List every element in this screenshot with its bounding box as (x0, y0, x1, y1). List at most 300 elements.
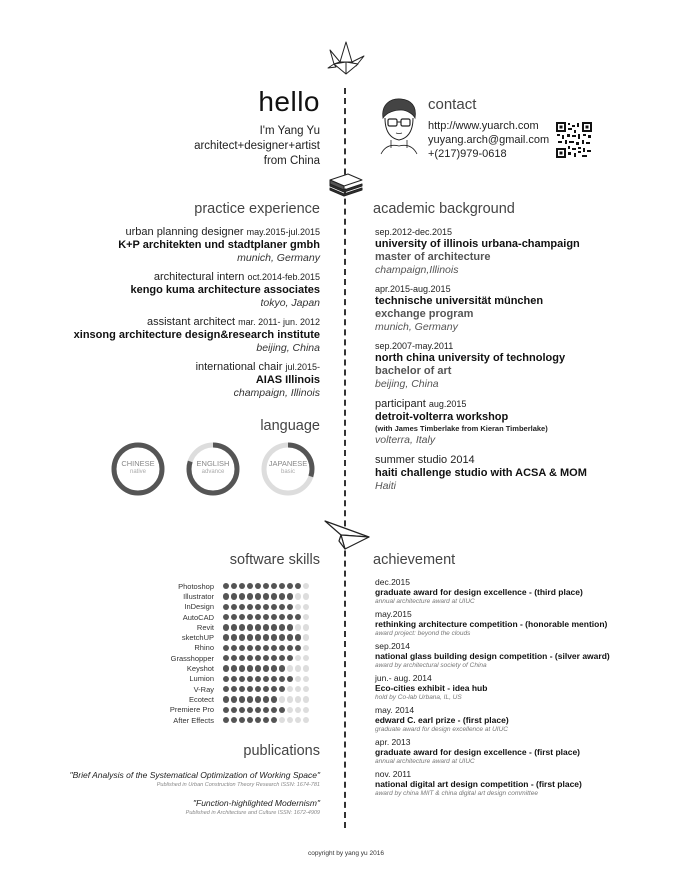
skill-dot-filled (247, 593, 253, 599)
skill-dot-empty (303, 676, 309, 682)
skill-dot-empty (303, 604, 309, 610)
skill-dot-empty (295, 593, 301, 599)
skill-dot-filled (239, 717, 245, 723)
achievement-title: national glass building design competition - (silver award) (375, 651, 610, 661)
skill-name: Rhino (194, 643, 214, 653)
skill-level-dots (223, 614, 309, 620)
publication-item (40, 770, 320, 789)
language-name: JAPANESE (268, 459, 308, 468)
skill-dot-filled (255, 717, 261, 723)
skill-dot-filled (231, 583, 237, 589)
edu-location: munich, Germany (375, 321, 458, 333)
job-item (20, 361, 320, 400)
skill-dot-filled (263, 583, 269, 589)
skill-dot-filled (255, 645, 261, 651)
skill-name: Keyshot (186, 664, 214, 674)
skill-level-dots (223, 696, 309, 702)
hello-title: hello (258, 86, 320, 117)
edu-location: champaign,Illinois (375, 264, 459, 276)
skill-dot-filled (231, 645, 237, 651)
skill-dot-filled (263, 717, 269, 723)
achievement-date: jun.- aug. 2014 (375, 673, 432, 683)
skill-dot-empty (303, 696, 309, 702)
achievement-desc: award by architectural society of China (375, 662, 487, 669)
skill-dot-filled (295, 614, 301, 620)
skill-dot-filled (287, 593, 293, 599)
skill-name: InDesign (184, 602, 214, 612)
achievement-item (375, 769, 685, 798)
language-ring (260, 441, 316, 497)
skill-level-dots (223, 655, 309, 661)
job-date: jul.2015- (285, 362, 320, 372)
skill-name: Lumion (189, 674, 214, 684)
skills-heading: software skills (229, 552, 320, 568)
skill-dot-filled (247, 717, 253, 723)
skill-dot-empty (279, 717, 285, 723)
skill-dot-filled (263, 655, 269, 661)
skill-dot-filled (287, 634, 293, 640)
skill-dot-empty (295, 676, 301, 682)
skill-level-dots (223, 686, 309, 692)
publication-item (40, 798, 320, 817)
workshop-location: volterra, Italy (375, 434, 436, 446)
skill-dot-empty (303, 634, 309, 640)
skill-dot-filled (271, 717, 277, 723)
workshop-item (375, 398, 675, 447)
practice-list (20, 226, 320, 406)
skill-level-dots (223, 665, 309, 671)
achievement-title: edward C. earl prize - (first place) (375, 715, 509, 725)
skill-dot-filled (239, 614, 245, 620)
skill-dot-filled (231, 717, 237, 723)
skill-dot-filled (231, 634, 237, 640)
language-level: advance (201, 469, 225, 475)
skill-dot-filled (247, 624, 253, 630)
skill-dot-empty (295, 707, 301, 713)
skill-dot-filled (287, 676, 293, 682)
skill-dot-filled (231, 696, 237, 702)
skill-dot-filled (295, 645, 301, 651)
skill-dot-filled (279, 665, 285, 671)
skill-dot-filled (263, 696, 269, 702)
skill-row (150, 674, 325, 684)
skill-level-dots (223, 593, 309, 599)
achievement-title: rethinking architecture competition - (honorable mention) (375, 619, 608, 629)
studio-item (375, 454, 675, 493)
intro-name: I'm Yang Yu (259, 125, 320, 137)
job-item (20, 226, 320, 265)
skill-dot-filled (247, 707, 253, 713)
skill-dot-filled (255, 593, 261, 599)
skill-dot-filled (279, 645, 285, 651)
skill-dot-filled (271, 676, 277, 682)
skill-dot-filled (263, 624, 269, 630)
skill-dot-filled (263, 634, 269, 640)
job-role: international chair (195, 361, 283, 373)
skill-dot-filled (287, 614, 293, 620)
skill-dot-filled (271, 593, 277, 599)
achievement-item (375, 737, 685, 766)
job-role-line (20, 316, 320, 329)
skill-dot-filled (223, 696, 229, 702)
skill-dot-filled (223, 707, 229, 713)
skill-dot-filled (247, 645, 253, 651)
skill-dot-filled (279, 593, 285, 599)
achievement-item (375, 577, 685, 606)
job-role: architectural intern (153, 271, 245, 283)
skill-dot-filled (223, 665, 229, 671)
achievement-desc: award project: beyond the clouds (375, 630, 471, 637)
language-heading: language (260, 418, 320, 434)
skill-dot-filled (223, 634, 229, 640)
intro-block (194, 86, 320, 169)
skill-dot-filled (279, 604, 285, 610)
skill-row (150, 622, 325, 632)
job-date: may.2015-jul.2015 (246, 227, 320, 237)
education-item (375, 284, 675, 334)
achievement-title: graduate award for design excellence - (first place) (375, 747, 581, 757)
skill-dot-filled (279, 614, 285, 620)
studio-date: 2014 (450, 454, 475, 466)
skill-dot-filled (247, 604, 253, 610)
paper-stack-icon (326, 170, 366, 200)
language-name: ENGLISH (196, 459, 230, 468)
skill-dot-filled (271, 696, 277, 702)
contact-heading: contact (428, 96, 477, 113)
edu-degree: exchange program (375, 308, 474, 320)
achievement-desc: annual architecture award at UIUC (375, 758, 475, 765)
skill-dot-filled (263, 593, 269, 599)
origami-crane-icon (326, 40, 366, 76)
publications-heading: publications (243, 743, 320, 759)
skill-name: V-Ray (193, 684, 214, 694)
skill-name: Photoshop (178, 581, 214, 591)
job-location: tokyo, Japan (260, 297, 320, 309)
workshop-note: (with James Timberlake from Kieran Timberlake) (375, 424, 548, 433)
skill-dot-filled (223, 614, 229, 620)
education-item (375, 227, 675, 277)
skill-dot-filled (263, 645, 269, 651)
skill-dot-filled (255, 686, 261, 692)
publication-list (40, 770, 320, 826)
skill-dot-filled (239, 676, 245, 682)
edu-date: sep.2012-dec.2015 (375, 227, 453, 237)
skill-dot-filled (287, 645, 293, 651)
skill-dot-filled (247, 655, 253, 661)
skill-dot-filled (239, 624, 245, 630)
language-name: CHINESE (121, 459, 155, 468)
skill-dot-filled (255, 665, 261, 671)
skill-level-dots (223, 634, 309, 640)
skill-dot-filled (279, 686, 285, 692)
skill-dot-filled (271, 665, 277, 671)
publication-source: Published in Urban Construction Theory Research ISSN: 1674-781 (156, 782, 320, 788)
achievement-date: nov. 2011 (375, 769, 412, 779)
skill-dot-empty (303, 665, 309, 671)
skill-dot-filled (287, 583, 293, 589)
skill-dot-filled (247, 696, 253, 702)
job-date: oct.2014-feb.2015 (247, 272, 320, 282)
job-location: beijing, China (256, 342, 320, 354)
skill-dot-filled (231, 707, 237, 713)
skill-dot-filled (231, 655, 237, 661)
language-level: native (129, 469, 146, 475)
achievement-desc: award by china MIIT & china digital art design committee (375, 790, 538, 797)
edu-degree: bachelor of art (375, 365, 452, 377)
skill-dot-filled (239, 604, 245, 610)
job-org: K+P architekten und stadtplaner gmbh (118, 239, 320, 251)
skill-row (150, 684, 325, 694)
skill-dot-filled (231, 686, 237, 692)
skill-dot-filled (247, 634, 253, 640)
skill-dot-filled (239, 686, 245, 692)
skill-dot-filled (223, 593, 229, 599)
workshop-role: participant (375, 398, 426, 410)
skill-dot-empty (295, 696, 301, 702)
skill-dot-filled (223, 655, 229, 661)
job-org: xinsong architecture design&research institute (73, 329, 320, 341)
edu-degree: master of architecture (375, 251, 491, 263)
skill-dot-empty (295, 686, 301, 692)
skill-row (150, 653, 325, 663)
skill-row (150, 632, 325, 642)
skill-dot-filled (271, 707, 277, 713)
achievement-desc: graduate award for design excellence at UIUC (375, 726, 508, 733)
skill-dot-empty (295, 624, 301, 630)
publication-source: Published in Architecture and Culture ISSN: 1672-4909 (185, 810, 320, 816)
language-level: basic (280, 469, 295, 475)
achievement-desc: hold by Co-lab Urbana, IL, US (375, 694, 462, 701)
language-ring (110, 441, 166, 497)
achievement-title: graduate award for design excellence - (third place) (375, 587, 583, 597)
edu-date: sep.2007-may.2011 (375, 341, 454, 351)
skill-dot-empty (287, 696, 293, 702)
skill-row (150, 612, 325, 622)
skill-dot-filled (231, 604, 237, 610)
skill-dot-filled (239, 696, 245, 702)
workshop-date: aug.2015 (428, 399, 467, 409)
skill-level-dots (223, 624, 309, 630)
workshop-title: detroit-volterra workshop (375, 411, 509, 423)
skill-name: AutoCAD (182, 612, 214, 622)
edu-date: apr.2015-aug.2015 (375, 284, 451, 294)
skill-dot-filled (271, 604, 277, 610)
skill-dot-filled (231, 676, 237, 682)
skill-dot-filled (271, 655, 277, 661)
achievement-title: Eco-cities exhibit - idea hub (375, 683, 488, 693)
skill-row (150, 643, 325, 653)
skills-list (150, 581, 325, 725)
skill-level-dots (223, 707, 309, 713)
studio-title: haiti challenge studio with ACSA & MOM (375, 467, 587, 479)
skill-dot-empty (295, 717, 301, 723)
skill-name: Revit (196, 622, 214, 632)
skill-dot-filled (223, 686, 229, 692)
intro-profession: architect+designer+artist (194, 140, 320, 152)
language-ring (185, 441, 241, 497)
skill-level-dots (223, 717, 309, 723)
skill-name: Grasshopper (170, 653, 214, 663)
website-link[interactable]: http://www.yuarch.com (428, 120, 539, 132)
skill-level-dots (223, 583, 309, 589)
achievement-date: sep.2014 (375, 641, 410, 651)
achievement-title: national digital art design competition - (first place) (375, 779, 582, 789)
studio-role: summer studio (375, 454, 448, 466)
skill-dot-empty (303, 655, 309, 661)
practice-heading: practice experience (194, 201, 320, 217)
skill-dot-filled (279, 624, 285, 630)
skill-dot-empty (303, 614, 309, 620)
achievement-item (375, 673, 685, 702)
job-role-line (20, 361, 320, 374)
skill-dot-empty (303, 645, 309, 651)
skill-dot-filled (295, 583, 301, 589)
skill-dot-filled (263, 665, 269, 671)
job-role: assistant architect (147, 316, 236, 328)
edu-school: north china university of technology (375, 352, 566, 364)
skill-dot-filled (271, 614, 277, 620)
skill-dot-empty (295, 655, 301, 661)
skill-dot-filled (287, 655, 293, 661)
skill-row (150, 663, 325, 673)
skill-dot-filled (279, 634, 285, 640)
job-org: kengo kuma architecture associates (130, 284, 320, 296)
skill-level-dots (223, 604, 309, 610)
skill-dot-filled (231, 624, 237, 630)
skill-name: Ecotect (188, 694, 214, 704)
skill-dot-filled (263, 686, 269, 692)
skill-dot-filled (271, 686, 277, 692)
achievement-item (375, 641, 685, 670)
skill-dot-filled (279, 707, 285, 713)
achievement-desc: annual architecture award at UIUC (375, 598, 475, 605)
email-link[interactable]: yuyang.arch@gmail.com (428, 134, 550, 146)
skill-dot-filled (247, 665, 253, 671)
job-role-line (20, 226, 320, 239)
skill-dot-filled (279, 676, 285, 682)
skill-dot-filled (263, 604, 269, 610)
skill-row (150, 602, 325, 612)
skill-dot-filled (279, 655, 285, 661)
skill-dot-empty (303, 624, 309, 630)
job-location: champaign, Illinois (233, 387, 320, 399)
skill-dot-filled (271, 645, 277, 651)
academic-list (375, 227, 675, 500)
job-date: mar. 2011- jun. 2012 (238, 317, 320, 327)
job-role-line (20, 271, 320, 284)
studio-location: Haiti (375, 480, 397, 492)
skill-name: Premiere Pro (169, 705, 214, 715)
skill-dot-empty (303, 593, 309, 599)
skill-name: sketchUP (181, 633, 214, 643)
skill-dot-filled (263, 707, 269, 713)
skill-dot-filled (287, 624, 293, 630)
skill-dot-filled (263, 676, 269, 682)
education-item (375, 341, 675, 391)
contact-details (428, 119, 549, 161)
skill-dot-filled (239, 634, 245, 640)
skill-dot-filled (255, 624, 261, 630)
skill-dot-filled (271, 634, 277, 640)
job-role: urban planning designer (125, 226, 244, 238)
job-org: AIAS Illinois (255, 374, 320, 386)
edu-school: technische universität münchen (375, 295, 544, 307)
skill-dot-filled (239, 655, 245, 661)
skill-row (150, 694, 325, 704)
skill-dot-filled (255, 707, 261, 713)
skill-dot-filled (223, 604, 229, 610)
portrait-icon (377, 96, 421, 156)
skill-dot-empty (295, 665, 301, 671)
skill-dot-filled (231, 614, 237, 620)
intro-origin: from China (263, 155, 320, 167)
qr-code-icon (556, 122, 592, 158)
skill-dot-filled (255, 676, 261, 682)
skill-row (150, 715, 325, 725)
phone-number: +(217)979-0618 (428, 148, 507, 160)
skill-dot-filled (247, 676, 253, 682)
skill-dot-empty (303, 583, 309, 589)
skill-dot-filled (255, 634, 261, 640)
skill-dot-filled (239, 593, 245, 599)
achievement-date: apr. 2013 (375, 737, 411, 747)
skill-dot-filled (271, 583, 277, 589)
paper-plane-icon (323, 515, 371, 551)
skill-dot-empty (303, 707, 309, 713)
publication-title: "Function-highlighted Modernism" (193, 798, 320, 808)
studio-role-line (375, 454, 675, 467)
achievement-heading: achievement (373, 552, 456, 568)
skill-dot-empty (287, 665, 293, 671)
skill-dot-filled (223, 676, 229, 682)
skill-row (150, 581, 325, 591)
academic-heading: academic background (373, 201, 515, 217)
skill-dot-filled (255, 696, 261, 702)
achievement-item (375, 705, 685, 734)
skill-dot-filled (255, 583, 261, 589)
edu-school: university of illinois urbana-champaign (375, 238, 580, 250)
achievement-date: may. 2014 (375, 705, 415, 715)
skill-dot-filled (263, 614, 269, 620)
skill-dot-filled (279, 583, 285, 589)
skill-dot-empty (287, 717, 293, 723)
achievement-list (375, 577, 685, 801)
skill-dot-filled (271, 624, 277, 630)
skill-dot-empty (295, 604, 301, 610)
skill-dot-empty (287, 686, 293, 692)
achievement-date: may.2015 (375, 609, 412, 619)
skill-dot-empty (303, 717, 309, 723)
skill-dot-empty (303, 686, 309, 692)
skill-dot-filled (255, 604, 261, 610)
skill-dot-filled (239, 707, 245, 713)
skill-dot-filled (247, 614, 253, 620)
skill-dot-empty (279, 696, 285, 702)
skill-row (150, 705, 325, 715)
skill-dot-filled (223, 717, 229, 723)
skill-dot-filled (223, 624, 229, 630)
skill-dot-filled (287, 604, 293, 610)
workshop-role-line (375, 398, 675, 411)
job-item (20, 316, 320, 355)
achievement-item (375, 609, 685, 638)
skill-name: After Effects (173, 715, 214, 725)
skill-level-dots (223, 645, 309, 651)
skill-dot-filled (223, 645, 229, 651)
skill-dot-filled (223, 583, 229, 589)
job-location: munich, Germany (237, 252, 320, 264)
skill-dot-filled (239, 645, 245, 651)
